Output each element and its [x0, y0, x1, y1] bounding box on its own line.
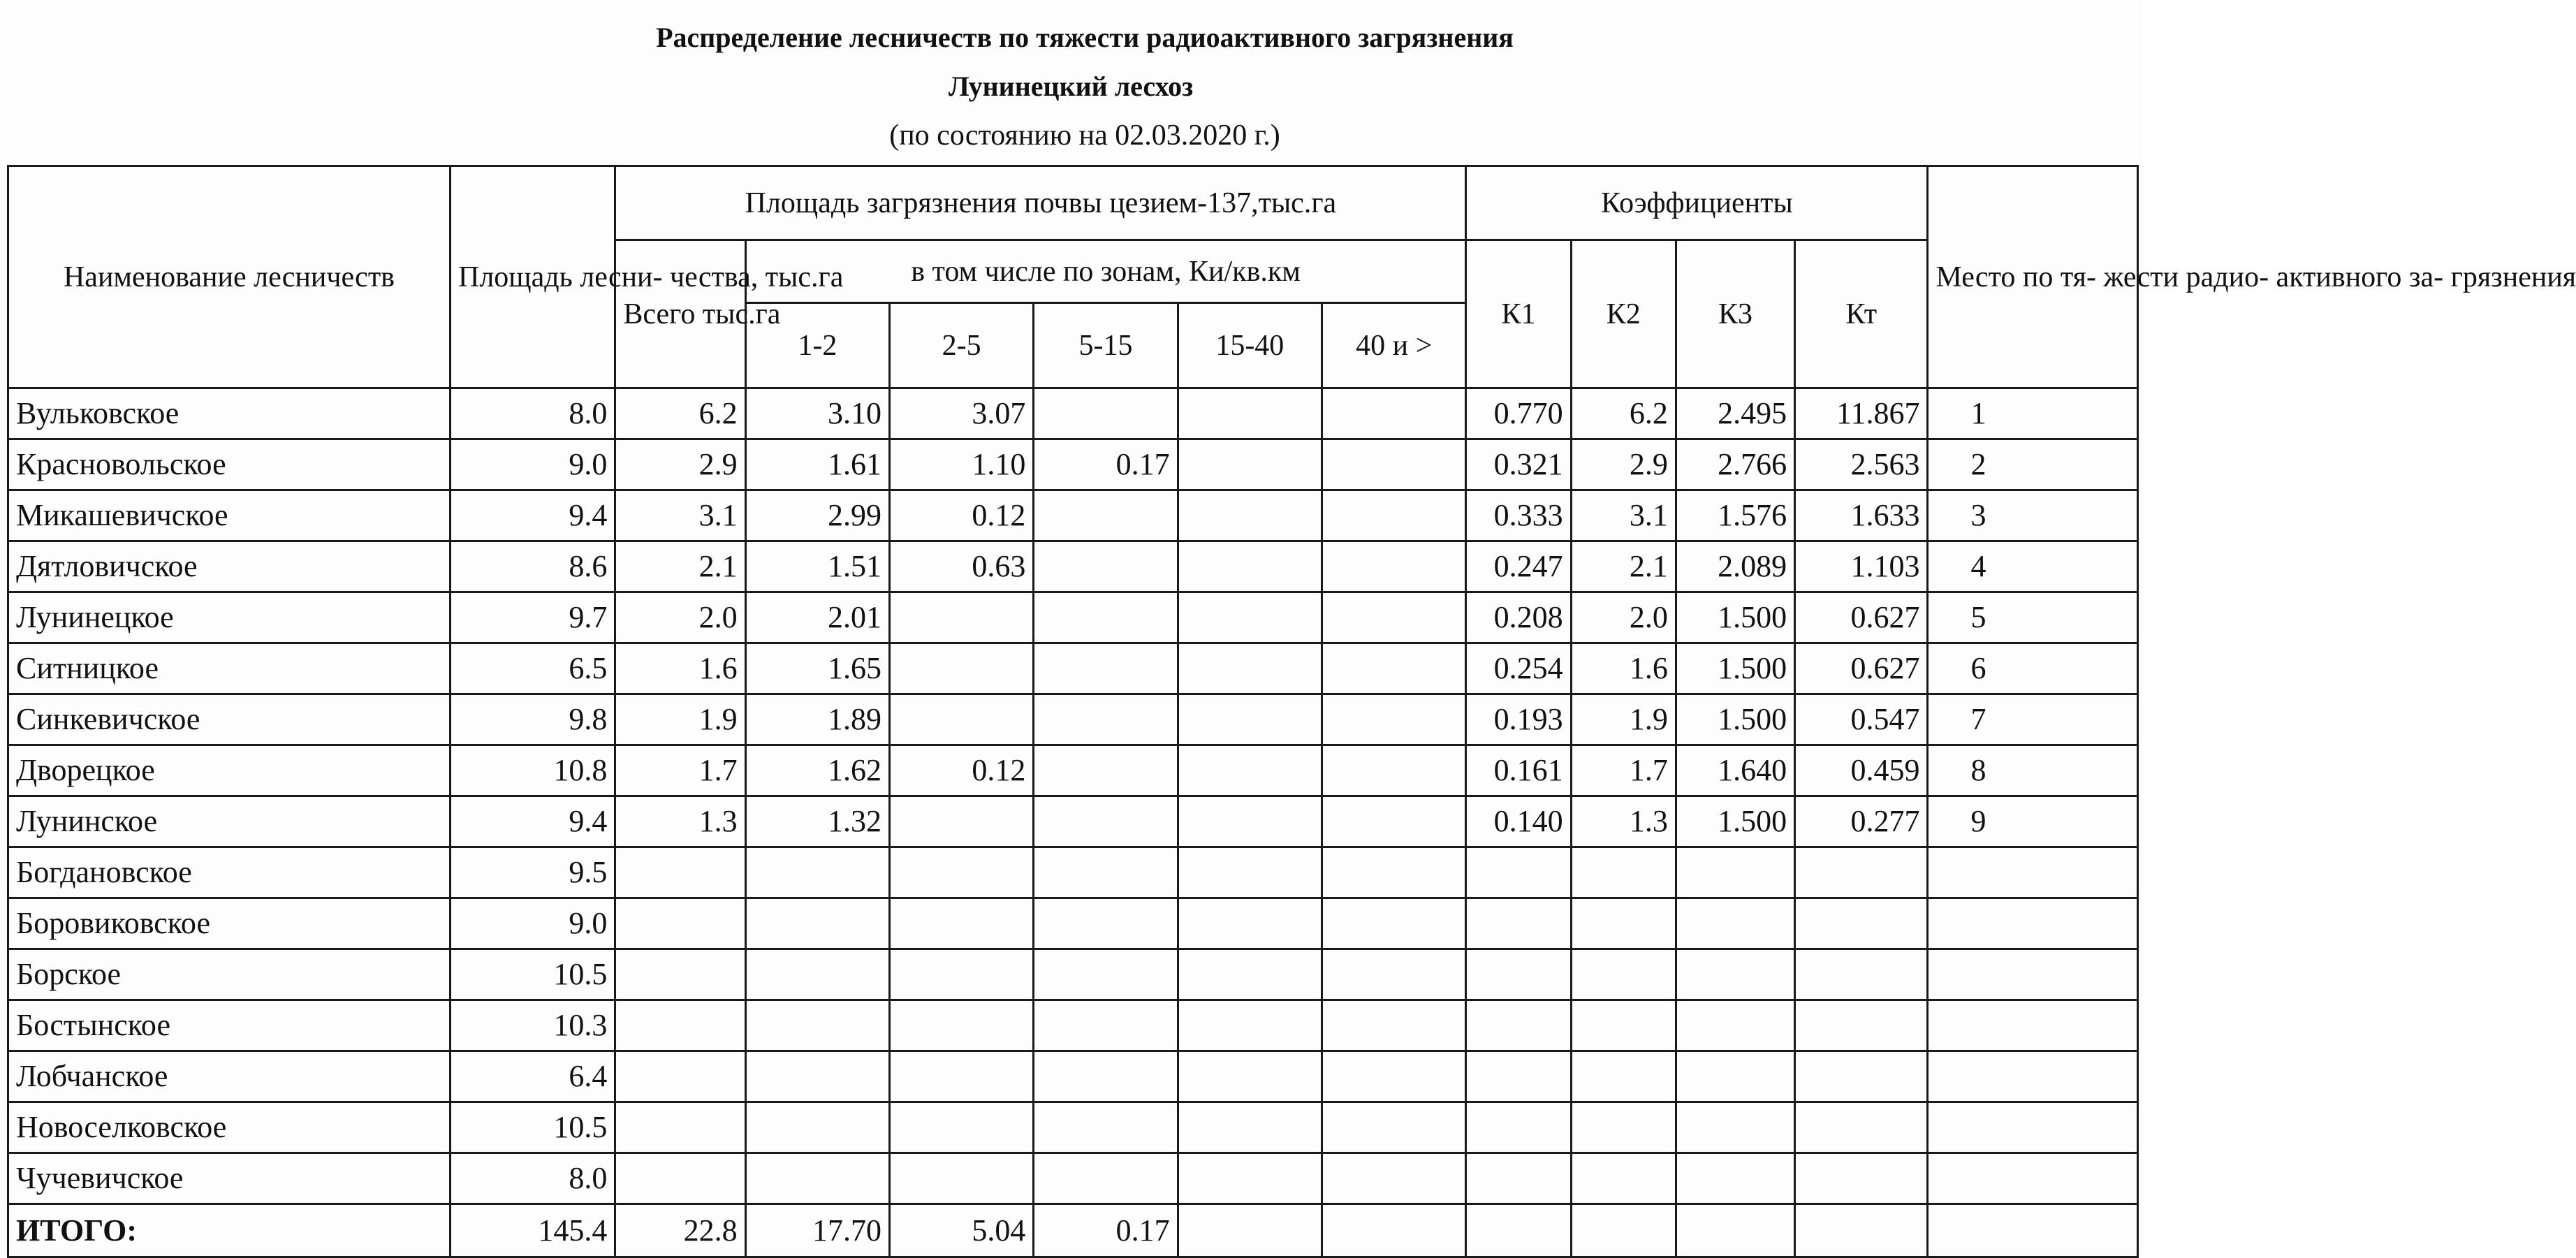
cell-kt	[1795, 949, 1928, 1000]
cell-k3: 1.576	[1676, 490, 1794, 541]
cell-zone-1-2	[745, 949, 889, 1000]
header-k3: К3	[1676, 240, 1794, 388]
table-row	[8, 439, 2138, 490]
cell-kt: 1.103	[1795, 541, 1928, 592]
cell-zone-2-5: 1.10	[890, 439, 1034, 490]
cell-total: 1.6	[615, 643, 745, 694]
cell-area: 8.0	[451, 388, 615, 439]
cell-total: 2.9	[615, 439, 745, 490]
cell-place: 2	[1928, 439, 2138, 490]
cell-zone-5-15	[1034, 541, 1178, 592]
cell-area: 9.4	[451, 796, 615, 847]
cell-k3	[1676, 847, 1794, 898]
cell-zone-2-5	[890, 1102, 1034, 1153]
header-k1: К1	[1466, 240, 1571, 388]
cell-zone-5-15	[1034, 898, 1178, 949]
cell-k1: 0.161	[1466, 745, 1571, 796]
cell-kt: 2.563	[1795, 439, 1928, 490]
cell-k1	[1466, 898, 1571, 949]
cell-zone-40-plus	[1322, 1000, 1465, 1051]
table-row	[8, 898, 2138, 949]
cell-total: 1.3	[615, 796, 745, 847]
cell-k2	[1571, 898, 1676, 949]
table-row	[8, 796, 2138, 847]
cell-area: 9.5	[451, 847, 615, 898]
cell-k3	[1676, 1102, 1794, 1153]
cell-zone-5-15	[1034, 796, 1178, 847]
cell-total: 6.2	[615, 388, 745, 439]
cell-kt	[1795, 847, 1928, 898]
cell-zone-2-5	[890, 847, 1034, 898]
cell-name: Дворецкое	[8, 745, 451, 796]
cell-zone-5-15: 0.17	[1034, 1204, 1178, 1257]
cell-zone-15-40	[1178, 1153, 1322, 1204]
header-place: Место по тя- жести радио- активного за- грязнения	[1928, 166, 2138, 388]
cell-k1	[1466, 1102, 1571, 1153]
table-row	[8, 847, 2138, 898]
header-pollution-group: Площадь загрязнения почвы цезием-137,тыс.га	[615, 166, 1466, 240]
cell-zone-40-plus	[1322, 439, 1465, 490]
cell-zone-1-2: 17.70	[745, 1204, 889, 1257]
cell-zone-40-plus	[1322, 1102, 1465, 1153]
cell-zone-2-5: 0.63	[890, 541, 1034, 592]
cell-k3: 2.766	[1676, 439, 1794, 490]
cell-zone-40-plus	[1322, 592, 1465, 643]
cell-zone-5-15	[1034, 1051, 1178, 1102]
cell-kt: 1.633	[1795, 490, 1928, 541]
cell-k3: 1.500	[1676, 694, 1794, 745]
cell-area: 6.5	[451, 643, 615, 694]
table-row	[8, 1102, 2138, 1153]
cell-total	[615, 1153, 745, 1204]
cell-k1	[1466, 1153, 1571, 1204]
cell-zone-15-40	[1178, 796, 1322, 847]
cell-total	[615, 898, 745, 949]
cell-kt: 0.459	[1795, 745, 1928, 796]
document-date-line: (по состоянию на 02.03.2020 г.)	[889, 119, 1280, 152]
cell-k2: 3.1	[1571, 490, 1676, 541]
cell-k1	[1466, 949, 1571, 1000]
cell-zone-1-2: 1.62	[745, 745, 889, 796]
cell-total	[615, 1000, 745, 1051]
cell-area: 10.5	[451, 949, 615, 1000]
header-name: Наименование лесничеств	[8, 166, 451, 388]
cell-k1: 0.321	[1466, 439, 1571, 490]
cell-k3	[1676, 1204, 1794, 1257]
cell-kt	[1795, 1051, 1928, 1102]
cell-k1: 0.770	[1466, 388, 1571, 439]
cell-zone-1-2	[745, 898, 889, 949]
table-row	[8, 1000, 2138, 1051]
table-row	[8, 745, 2138, 796]
cell-name: Ситницкое	[8, 643, 451, 694]
cell-kt: 0.627	[1795, 643, 1928, 694]
cell-zone-2-5	[890, 1153, 1034, 1204]
cell-zone-15-40	[1178, 745, 1322, 796]
cell-kt: 0.547	[1795, 694, 1928, 745]
cell-zone-15-40	[1178, 592, 1322, 643]
cell-kt: 11.867	[1795, 388, 1928, 439]
cell-zone-40-plus	[1322, 1204, 1465, 1257]
cell-area: 9.8	[451, 694, 615, 745]
table-body	[8, 388, 2138, 1257]
cell-k3	[1676, 898, 1794, 949]
header-zone-2-5: 2-5	[890, 303, 1034, 388]
cell-zone-5-15	[1034, 847, 1178, 898]
cell-name: Богдановское	[8, 847, 451, 898]
cell-zone-1-2	[745, 1000, 889, 1051]
cell-zone-5-15	[1034, 694, 1178, 745]
cell-place: 6	[1928, 643, 2138, 694]
cell-zone-1-2: 2.01	[745, 592, 889, 643]
cell-zone-15-40	[1178, 949, 1322, 1000]
cell-zone-15-40	[1178, 388, 1322, 439]
cell-k1: 0.208	[1466, 592, 1571, 643]
cell-total	[615, 949, 745, 1000]
header-zone-40-plus: 40 и >	[1322, 303, 1465, 388]
cell-area: 10.3	[451, 1000, 615, 1051]
contamination-table	[7, 165, 2576, 1258]
table-header	[8, 166, 2576, 388]
table-row	[8, 1153, 2138, 1204]
table-row	[8, 490, 2138, 541]
cell-place	[1928, 1153, 2138, 1204]
cell-k2: 1.7	[1571, 745, 1676, 796]
cell-k2	[1571, 847, 1676, 898]
cell-place	[1928, 1204, 2138, 1257]
cell-place: 3	[1928, 490, 2138, 541]
cell-zone-15-40	[1178, 490, 1322, 541]
header-zones-group: в том числе по зонам, Ки/кв.км	[745, 240, 1466, 303]
cell-k2: 1.6	[1571, 643, 1676, 694]
cell-place: 4	[1928, 541, 2138, 592]
cell-k2: 1.9	[1571, 694, 1676, 745]
cell-zone-1-2	[745, 1051, 889, 1102]
cell-place: 5	[1928, 592, 2138, 643]
cell-area: 10.5	[451, 1102, 615, 1153]
cell-total: 1.9	[615, 694, 745, 745]
cell-kt	[1795, 1102, 1928, 1153]
cell-zone-2-5	[890, 1051, 1034, 1102]
cell-zone-15-40	[1178, 1204, 1322, 1257]
cell-total: 2.1	[615, 541, 745, 592]
cell-k3: 1.500	[1676, 796, 1794, 847]
cell-k3: 2.089	[1676, 541, 1794, 592]
cell-k1: 0.333	[1466, 490, 1571, 541]
cell-k1: 0.140	[1466, 796, 1571, 847]
cell-zone-1-2: 1.32	[745, 796, 889, 847]
cell-area: 9.7	[451, 592, 615, 643]
cell-kt	[1795, 1153, 1928, 1204]
table-row	[8, 694, 2138, 745]
cell-total	[615, 1051, 745, 1102]
cell-zone-5-15	[1034, 949, 1178, 1000]
cell-k2: 2.9	[1571, 439, 1676, 490]
cell-zone-15-40	[1178, 1000, 1322, 1051]
cell-k3	[1676, 1051, 1794, 1102]
cell-zone-5-15	[1034, 745, 1178, 796]
cell-zone-15-40	[1178, 643, 1322, 694]
cell-k2: 1.3	[1571, 796, 1676, 847]
cell-zone-1-2	[745, 1102, 889, 1153]
cell-name: Борское	[8, 949, 451, 1000]
cell-zone-2-5	[890, 694, 1034, 745]
cell-zone-40-plus	[1322, 898, 1465, 949]
cell-zone-5-15	[1034, 1000, 1178, 1051]
header-zone-15-40: 15-40	[1178, 303, 1322, 388]
cell-name: Бостынское	[8, 1000, 451, 1051]
cell-name: Лунинское	[8, 796, 451, 847]
table-row	[8, 541, 2138, 592]
cell-kt: 0.627	[1795, 592, 1928, 643]
header-kt: Кт	[1795, 240, 1928, 388]
table-row	[8, 949, 2138, 1000]
cell-name: Дятловичское	[8, 541, 451, 592]
cell-name: Вульковское	[8, 388, 451, 439]
cell-zone-5-15	[1034, 1102, 1178, 1153]
cell-zone-2-5: 5.04	[890, 1204, 1034, 1257]
cell-zone-40-plus	[1322, 847, 1465, 898]
header-coeff-group: Коэффициенты	[1466, 166, 1928, 240]
cell-name: Чучевичское	[8, 1153, 451, 1204]
cell-zone-2-5	[890, 949, 1034, 1000]
header-area: Площадь лесни- чества, тыс.га	[451, 166, 615, 388]
cell-zone-1-2: 1.61	[745, 439, 889, 490]
cell-zone-40-plus	[1322, 949, 1465, 1000]
cell-zone-2-5: 3.07	[890, 388, 1034, 439]
cell-zone-2-5: 0.12	[890, 745, 1034, 796]
cell-k3: 1.500	[1676, 643, 1794, 694]
cell-k2: 6.2	[1571, 388, 1676, 439]
cell-area: 6.4	[451, 1051, 615, 1102]
cell-zone-40-plus	[1322, 796, 1465, 847]
header-zone-5-15: 5-15	[1034, 303, 1178, 388]
cell-zone-1-2	[745, 1153, 889, 1204]
cell-zone-2-5	[890, 592, 1034, 643]
table-row	[8, 643, 2138, 694]
cell-total: 3.1	[615, 490, 745, 541]
cell-zone-40-plus	[1322, 745, 1465, 796]
cell-zone-40-plus	[1322, 388, 1465, 439]
header-k2: К2	[1571, 240, 1676, 388]
cell-zone-2-5	[890, 643, 1034, 694]
cell-k2	[1571, 1051, 1676, 1102]
cell-zone-1-2: 1.65	[745, 643, 889, 694]
cell-zone-2-5	[890, 1000, 1034, 1051]
cell-k1	[1466, 1051, 1571, 1102]
cell-zone-5-15	[1034, 388, 1178, 439]
cell-place: 9	[1928, 796, 2138, 847]
cell-zone-40-plus	[1322, 1153, 1465, 1204]
cell-k1	[1466, 1204, 1571, 1257]
cell-place	[1928, 1102, 2138, 1153]
cell-zone-2-5	[890, 898, 1034, 949]
cell-zone-15-40	[1178, 694, 1322, 745]
cell-k2	[1571, 1153, 1676, 1204]
cell-k1	[1466, 1000, 1571, 1051]
table-row	[8, 1051, 2138, 1102]
cell-k2	[1571, 1000, 1676, 1051]
cell-zone-1-2: 3.10	[745, 388, 889, 439]
cell-zone-15-40	[1178, 898, 1322, 949]
cell-area: 9.4	[451, 490, 615, 541]
cell-k3	[1676, 1000, 1794, 1051]
cell-zone-15-40	[1178, 1051, 1322, 1102]
cell-zone-5-15	[1034, 643, 1178, 694]
cell-zone-5-15: 0.17	[1034, 439, 1178, 490]
header-total: Всего тыс.га	[615, 240, 745, 388]
cell-zone-40-plus	[1322, 1051, 1465, 1102]
cell-place: 7	[1928, 694, 2138, 745]
cell-name: Лобчанское	[8, 1051, 451, 1102]
cell-total	[615, 847, 745, 898]
cell-name: Микашевичское	[8, 490, 451, 541]
cell-k2	[1571, 1102, 1676, 1153]
document-title: Распределение лесничеств по тяжести радиоактивного загрязнения	[656, 22, 1514, 53]
cell-total: 2.0	[615, 592, 745, 643]
cell-zone-5-15	[1034, 1153, 1178, 1204]
cell-zone-5-15	[1034, 592, 1178, 643]
cell-name: ИТОГО:	[8, 1204, 451, 1257]
cell-name: Боровиковское	[8, 898, 451, 949]
cell-zone-5-15	[1034, 490, 1178, 541]
cell-zone-1-2	[745, 847, 889, 898]
cell-place	[1928, 1000, 2138, 1051]
cell-zone-40-plus	[1322, 694, 1465, 745]
document-subtitle: Лунинецкий лесхоз	[948, 71, 1194, 102]
cell-kt	[1795, 1204, 1928, 1257]
cell-zone-1-2: 2.99	[745, 490, 889, 541]
cell-name: Синкевичское	[8, 694, 451, 745]
cell-zone-15-40	[1178, 847, 1322, 898]
cell-name: Новоселковское	[8, 1102, 451, 1153]
cell-kt	[1795, 898, 1928, 949]
total-row	[8, 1204, 2138, 1257]
cell-area: 8.0	[451, 1153, 615, 1204]
cell-k1: 0.247	[1466, 541, 1571, 592]
cell-total: 22.8	[615, 1204, 745, 1257]
cell-k1: 0.193	[1466, 694, 1571, 745]
cell-total	[615, 1102, 745, 1153]
cell-zone-40-plus	[1322, 643, 1465, 694]
cell-place: 1	[1928, 388, 2138, 439]
cell-name: Красновольское	[8, 439, 451, 490]
cell-k2: 2.1	[1571, 541, 1676, 592]
cell-zone-15-40	[1178, 541, 1322, 592]
cell-area: 145.4	[451, 1204, 615, 1257]
cell-k1	[1466, 847, 1571, 898]
header-zone-1-2: 1-2	[745, 303, 889, 388]
cell-place	[1928, 898, 2138, 949]
cell-place	[1928, 1051, 2138, 1102]
cell-place	[1928, 847, 2138, 898]
table-row	[8, 388, 2138, 439]
cell-k2	[1571, 1204, 1676, 1257]
cell-zone-15-40	[1178, 1102, 1322, 1153]
cell-name: Лунинецкое	[8, 592, 451, 643]
cell-zone-40-plus	[1322, 541, 1465, 592]
cell-place	[1928, 949, 2138, 1000]
cell-zone-1-2: 1.51	[745, 541, 889, 592]
cell-area: 10.8	[451, 745, 615, 796]
cell-area: 9.0	[451, 898, 615, 949]
cell-area: 9.0	[451, 439, 615, 490]
cell-kt: 0.277	[1795, 796, 1928, 847]
cell-k3	[1676, 949, 1794, 1000]
cell-area: 8.6	[451, 541, 615, 592]
cell-total: 1.7	[615, 745, 745, 796]
cell-zone-1-2: 1.89	[745, 694, 889, 745]
cell-zone-2-5: 0.12	[890, 490, 1034, 541]
cell-k1: 0.254	[1466, 643, 1571, 694]
cell-k3	[1676, 1153, 1794, 1204]
cell-zone-15-40	[1178, 439, 1322, 490]
cell-k2: 2.0	[1571, 592, 1676, 643]
table-row	[8, 592, 2138, 643]
cell-k3: 2.495	[1676, 388, 1794, 439]
cell-zone-2-5	[890, 796, 1034, 847]
cell-place: 8	[1928, 745, 2138, 796]
cell-k3: 1.500	[1676, 592, 1794, 643]
cell-zone-40-plus	[1322, 490, 1465, 541]
cell-k3: 1.640	[1676, 745, 1794, 796]
cell-kt	[1795, 1000, 1928, 1051]
cell-k2	[1571, 949, 1676, 1000]
